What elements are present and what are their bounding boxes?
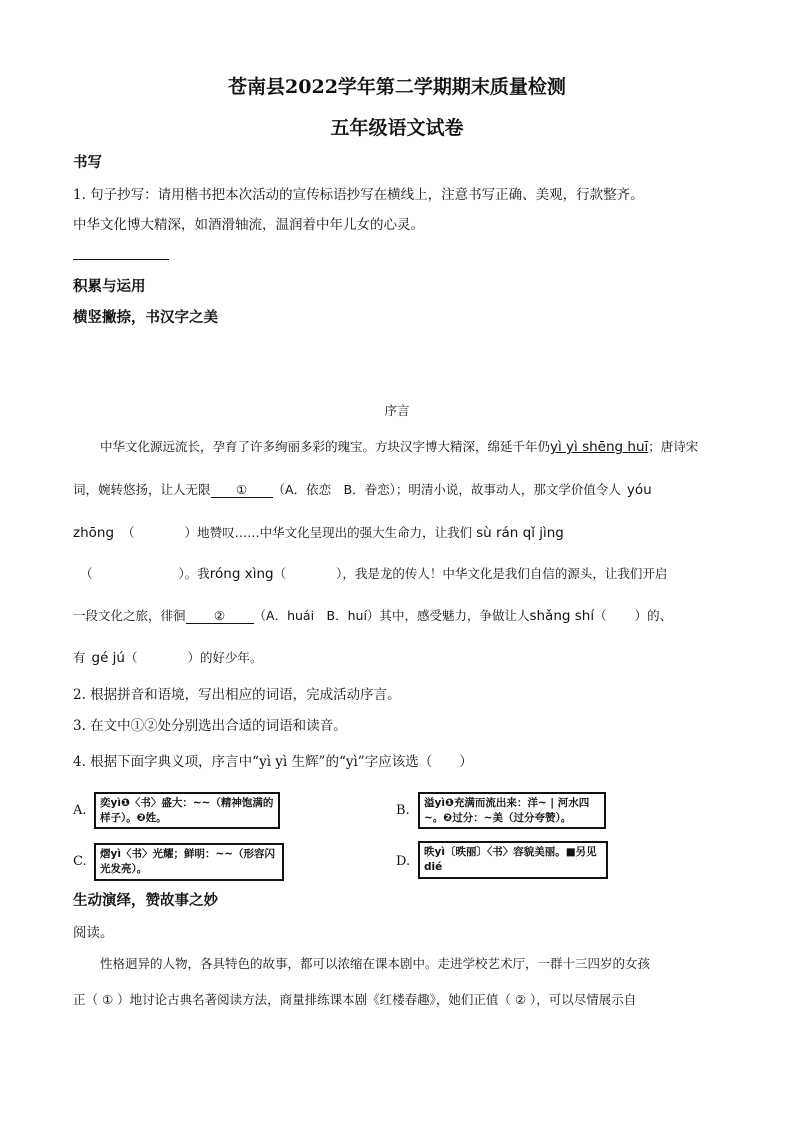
preface-text: 有: [73, 650, 86, 665]
option-b-label[interactable]: B.: [396, 803, 410, 818]
preface-text: 。我: [184, 566, 210, 581]
preface-text: 的好少年。: [200, 650, 263, 665]
pinyin-you: yóu: [626, 482, 652, 498]
read-instruction: 阅读。: [73, 925, 114, 941]
preface-text: 一段文化之旅，徘徊: [73, 608, 186, 623]
option-b-dictionary-entry[interactable]: 溢yì❶充满而流出来：洋~ | 河水四~。❷过分：~美（过分夸赞）。: [418, 792, 606, 829]
story-line-2: 正（ ① ）地讨论古典名著阅读方法，商量排练课本剧《红楼春趣》，她们正值（ ② ），可以尽情展示自: [73, 992, 637, 1007]
pinyin-zhong: zhōng: [73, 525, 115, 541]
pinyin-yiyishenghui: yì yì shēng huī: [550, 439, 649, 455]
story-line-1: 性格迥异的人物，各具特色的故事，都可以浓缩在课本剧中。走进学校艺术厅，一群十三四岁的女孩: [100, 956, 651, 971]
option-c-label[interactable]: C.: [73, 854, 87, 869]
section-heading-writing: 书写: [73, 154, 102, 171]
pinyin-rongxing: róng xìng: [209, 566, 274, 582]
question-2: 2. 根据拼音和语境，写出相应的词语，完成活动序言。: [73, 687, 401, 703]
exam-title: 苍南县2022学年第二学期期末质量检测: [228, 76, 566, 98]
preface-line-1: [100, 437, 698, 455]
question-4: 4. 根据下面字典义项，序言中“yì yì 生辉”的“yì”字应该选（ ）: [73, 754, 473, 770]
blank-1[interactable]: ①: [211, 482, 273, 498]
option-c-dictionary-entry[interactable]: 熠yì〈书〉光耀；鲜明：~~（形容闪光发亮）。: [94, 843, 284, 881]
preface-text: （A．依恋 B．眷恋）；明清小说，故事动人，那文学价值令人: [272, 482, 621, 497]
preface-title: 序言: [384, 403, 410, 418]
section-heading-story: 生动演绎，赞故事之妙: [73, 892, 218, 909]
option-a-label[interactable]: A.: [73, 803, 87, 818]
preface-line-2: [73, 480, 652, 498]
pinyin-shangshi: shǎng shí: [529, 608, 595, 624]
answer-line: [73, 259, 169, 260]
preface-line-6: 有 gé jú（ ）的好少年。: [73, 650, 263, 666]
preface-text: ，我是龙的传人！中华文化是我们自信的源头，让我们开启: [342, 566, 668, 581]
section-subheading-hanzi: 横竖撇捺，书汉字之美: [73, 309, 218, 326]
pinyin-geju: gé jú: [91, 650, 125, 666]
preface-text: （A．huái B．huí）其中，感受魅力，争做让人: [253, 608, 530, 623]
question-1: 1. 句子抄写：请用楷书把本次活动的宣传标语抄写在横线上，注意书写正确、美观，行款整齐。: [73, 187, 644, 203]
preface-text: 中华文化源远流长，孕育了许多绚丽多彩的瑰宝。方块汉字博大精深，绵延千年仍: [100, 439, 551, 454]
preface-text: ；唐诗宋: [648, 439, 699, 454]
option-d-label[interactable]: D.: [396, 854, 411, 869]
option-d-dictionary-entry[interactable]: 昳yì〔昳丽〕〈书〉容貌美丽。■另见 dié: [418, 841, 608, 879]
preface-line-5: 一段文化之旅，徘徊 ② （A．huái B．huí）其中，感受魅力，争做让人shǎng shí（ ）的、: [73, 608, 673, 624]
pinyin-suranqijing: sù rán qǐ jìng: [476, 525, 564, 541]
preface-text: 地赞叹……中华文化呈现出的强大生命力，让我们: [197, 525, 473, 540]
preface-text: 词，婉转悠扬，让人无限: [73, 482, 211, 497]
question-3: 3. 在文中①②处分别选出合适的词语和读音。: [73, 718, 347, 734]
exam-subtitle: 五年级语文试卷: [330, 117, 464, 139]
blank-2[interactable]: ②: [186, 608, 254, 624]
preface-line-4: （ ）。我róng xìng（ ），我是龙的传人！中华文化是我们自信的源头，让我们开启: [80, 566, 668, 582]
option-a-dictionary-entry[interactable]: 奕yì❶〈书〉盛大：~~（精神饱满的样子）。❷姓。: [94, 792, 280, 829]
preface-text: 的、: [647, 608, 673, 623]
slogan-text: 中华文化博大精深，如酒滑轴流，温润着中年儿女的心灵。: [73, 217, 424, 233]
preface-line-3: zhōng （ ）地赞叹……中华文化呈现出的强大生命力，让我们 sù rán qǐ jìng: [73, 525, 564, 541]
section-heading-accumulate: 积累与运用: [73, 278, 146, 295]
